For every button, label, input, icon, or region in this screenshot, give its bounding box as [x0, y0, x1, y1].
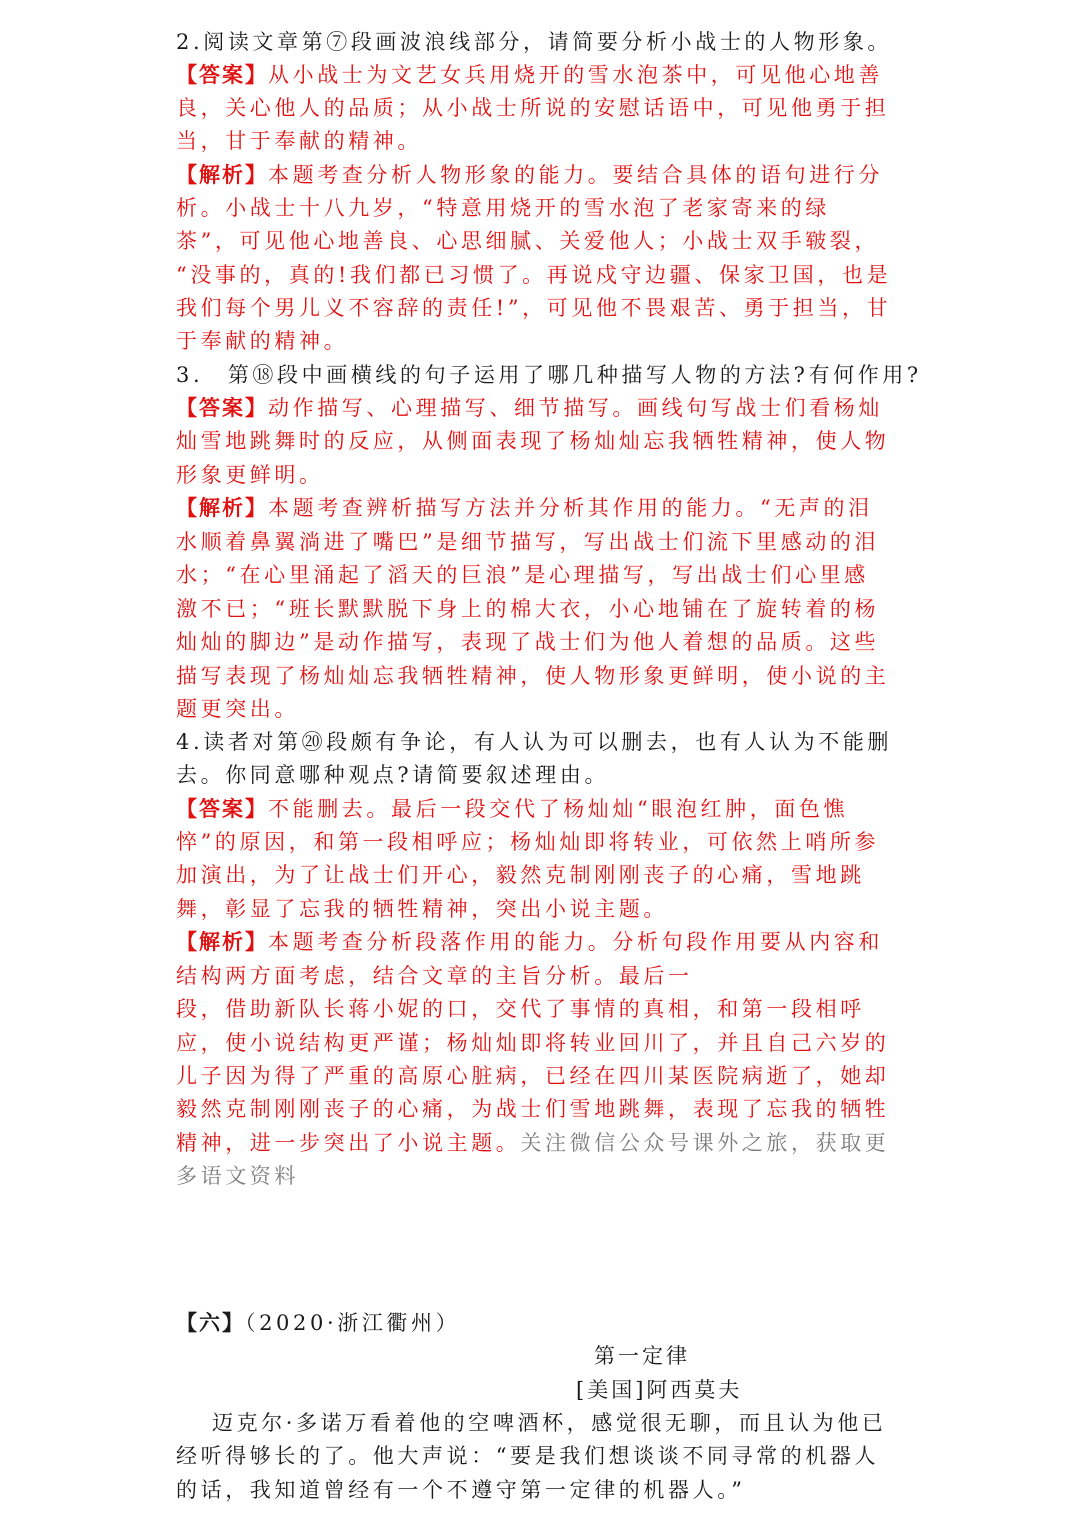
analysis-line: 激不已；“班长默默脱下身上的棉大衣，小心地铺在了旋转着的杨: [176, 597, 880, 621]
analysis-line: 描写表现了杨灿灿忘我牺牲精神，使人物形象更鲜明，使小说的主: [176, 664, 890, 688]
question-4: 4.读者对第⑳段颇有争论，有人认为可以删去，也有人认为不能删: [176, 730, 893, 754]
promo-text: 关注微信公众号课外之旅，获取更: [520, 1131, 890, 1155]
analysis-tag: 【解析】: [176, 495, 268, 520]
answer-line: 舞，彰显了忘我的牺牲精神，突出小说主题。: [176, 897, 668, 921]
analysis-line: 儿子因为得了严重的高原心脏病，已经在四川某医院病逝了，她却: [176, 1064, 890, 1088]
analysis-line: 茶”，可见他心地善良、心思细腻、关爱他人；小战士双手皲裂，: [176, 229, 880, 253]
analysis-line: 结构两方面考虑，结合文章的主旨分析。最后一: [176, 964, 693, 988]
analysis-line: 毅然克制刚刚丧子的心痛，为战士们雪地跳舞，表现了忘我的牺牲: [176, 1097, 890, 1121]
answer-text: 从小战士为文艺女兵用烧开的雪水泡茶中，可见他心地善: [268, 63, 883, 87]
analysis-text: 精神，进一步突出了小说主题。: [176, 1131, 521, 1155]
answer-line: [176, 60, 883, 90]
answer-text: 不能删去。最后一段交代了杨灿灿“眼泡红肿，面色憔: [268, 797, 849, 821]
analysis-text: 本题考查分析人物形象的能力。要结合具体的语句进行分: [268, 163, 883, 187]
answer-line: 灿雪地跳舞时的反应，从侧面表现了杨灿灿忘我牺牲精神，使人物: [176, 429, 890, 453]
promo-text: 多语文资料: [176, 1164, 299, 1188]
analysis-tag: 【解析】: [176, 162, 268, 187]
analysis-line: [176, 927, 883, 957]
analysis-text: 本题考查分析段落作用的能力。分析句段作用要从内容和: [268, 930, 883, 954]
analysis-line: 灿灿的脚边”是动作描写，表现了战士们为他人着想的品质。这些: [176, 630, 880, 654]
question-4-cont: 去。你同意哪种观点?请简要叙述理由。: [176, 763, 610, 787]
section-source: （2020·浙江衢州）: [245, 1311, 461, 1335]
answer-tag: 【答案】: [176, 62, 268, 87]
analysis-line: [176, 493, 873, 523]
answer-line: [176, 794, 848, 824]
question-3: 3. 第⑱段中画横线的句子运用了哪几种描写人物的方法?有何作用?: [176, 363, 922, 387]
answer-line: 形象更鲜明。: [176, 463, 324, 487]
analysis-line: 题更突出。: [176, 697, 299, 721]
answer-line: 加演出，为了让战士们开心，毅然克制刚刚丧子的心痛，雪地跳: [176, 863, 865, 887]
analysis-line: 析。小战士十八九岁，“特意用烧开的雪水泡了老家寄来的绿: [176, 196, 830, 220]
answer-line: [176, 393, 883, 423]
story-paragraph: 迈克尔·多诺万看着他的空啤酒杯，感觉很无聊，而且认为他已: [212, 1411, 887, 1435]
analysis-line: [176, 160, 883, 190]
analysis-line: 应，使小说结构更严谨；杨灿灿即将转业回川了，并且自己六岁的: [176, 1031, 890, 1055]
story-author: [美国]阿西莫夫: [576, 1378, 743, 1402]
analysis-text: 本题考查辨析描写方法并分析其作用的能力。“无声的泪: [268, 496, 873, 520]
analysis-tag: 【解析】: [176, 929, 268, 954]
analysis-line: 水；“在心里涌起了滔天的巨浪”是心理描写，写出战士们心里感: [176, 563, 869, 587]
story-paragraph: 经听得够长的了。他大声说：“要是我们想谈谈不同寻常的机器人: [176, 1444, 880, 1468]
analysis-line: 我们每个男儿义不容辞的责任!”，可见他不畏艰苦、勇于担当，甘: [176, 296, 892, 320]
analysis-line: “没事的，真的!我们都已习惯了。再说戍守边疆、保家卫国，也是: [176, 263, 892, 287]
analysis-line: [176, 1128, 889, 1158]
analysis-line: 水顺着鼻翼淌进了嘴巴”是细节描写，写出战士们流下里感动的泪: [176, 530, 880, 554]
answer-line: 良，关心他人的品质；从小战士所说的安慰话语中，可见他勇于担: [176, 96, 890, 120]
analysis-line: 于奉献的精神。: [176, 329, 349, 353]
story-paragraph: 的话，我知道曾经有一个不遵守第一定律的机器人。”: [176, 1478, 746, 1502]
section-header: [176, 1308, 460, 1338]
answer-tag: 【答案】: [176, 395, 268, 420]
answer-line: 当，甘于奉献的精神。: [176, 129, 422, 153]
answer-tag: 【答案】: [176, 796, 268, 821]
analysis-line: 段，借助新队长蒋小妮的口，交代了事情的真相，和第一段相呼: [176, 997, 865, 1021]
question-2: 2.阅读文章第⑦段画波浪线部分，请简要分析小战士的人物形象。: [176, 30, 893, 54]
answer-line: 悴”的原因，和第一段相呼应；杨灿灿即将转业，可依然上哨所参: [176, 830, 880, 854]
story-title: 第一定律: [594, 1344, 690, 1368]
answer-text: 动作描写、心理描写、细节描写。画线句写战士们看杨灿: [268, 396, 883, 420]
section-tag: 【六】: [176, 1310, 245, 1335]
